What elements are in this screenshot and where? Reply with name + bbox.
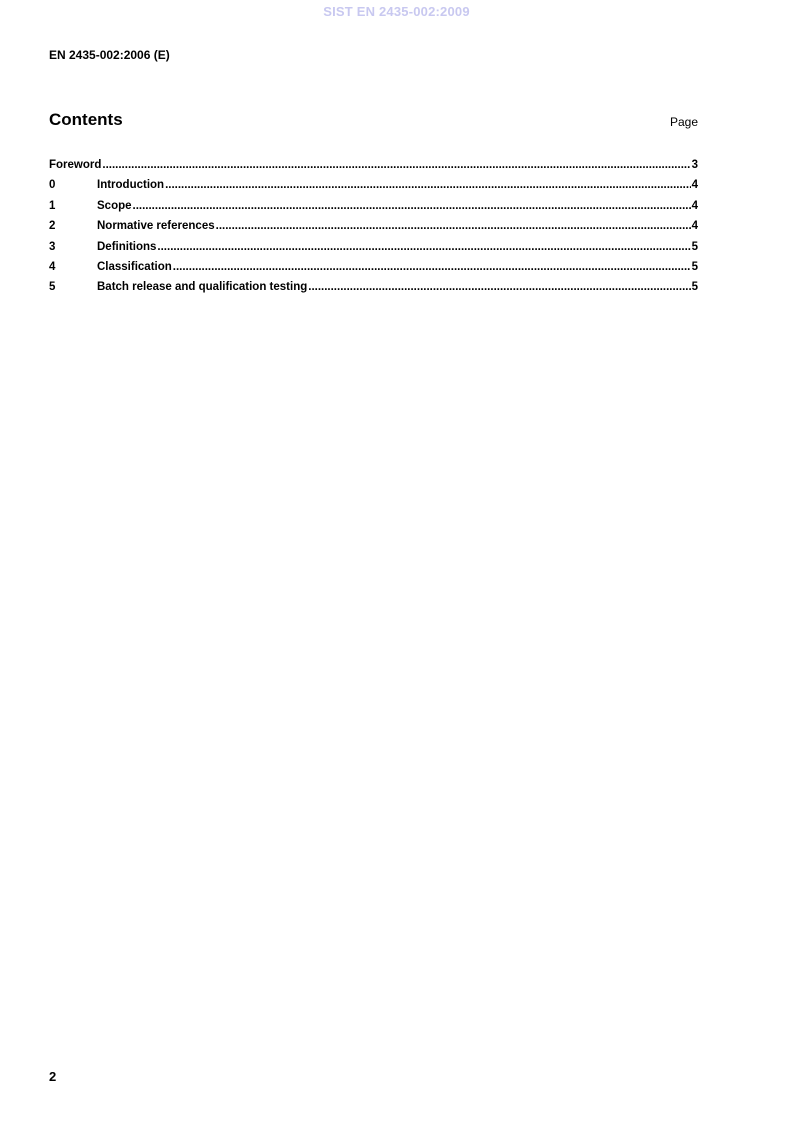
toc-entry-definitions[interactable]: [49, 241, 698, 261]
toc-entry-number: 5: [49, 281, 56, 294]
toc-entry-title: Definitions: [97, 240, 157, 253]
page-column-label: Page: [669, 115, 698, 129]
toc-leader-dots: [133, 200, 691, 212]
toc-leader-dots: [165, 179, 691, 191]
toc-leader-dots: [216, 220, 691, 232]
toc-leader-dots: [308, 281, 690, 293]
watermark: SIST EN 2435-002:2009: [323, 4, 470, 19]
toc-entry-page: 5: [691, 240, 698, 253]
toc-leader-dots: [173, 261, 691, 273]
table-of-contents: [49, 159, 698, 302]
toc-entry-page: 5: [691, 260, 698, 273]
toc-entry-page: 4: [691, 199, 698, 212]
toc-entry-number: 4: [49, 260, 56, 273]
toc-entry-title: Batch release and qualification testing: [97, 281, 308, 294]
toc-entry-number: 0: [49, 179, 56, 192]
toc-entry-page: 4: [691, 220, 698, 233]
toc-entry-title: Scope: [97, 199, 132, 212]
toc-entry-page: 3: [691, 159, 698, 171]
toc-entry-number: 3: [49, 240, 56, 253]
toc-entry-title: Foreword: [49, 159, 102, 171]
toc-entry-introduction[interactable]: [49, 179, 698, 199]
toc-entry-title: Classification: [97, 260, 172, 273]
toc-leader-dots: [157, 241, 690, 253]
toc-entry-title: Introduction: [97, 179, 165, 192]
document-id: EN 2435-002:2006 (E): [49, 48, 170, 62]
toc-entry-number: 2: [49, 220, 56, 233]
contents-heading: Contents: [49, 110, 123, 129]
toc-entry-title: Normative references: [97, 220, 215, 233]
toc-entry-normative-references[interactable]: [49, 220, 698, 240]
toc-entry-scope[interactable]: [49, 200, 698, 220]
toc-entry-batch-release[interactable]: [49, 281, 698, 301]
toc-entry-foreword[interactable]: [49, 159, 698, 179]
toc-entry-page: 5: [691, 281, 698, 294]
toc-entry-page: 4: [691, 179, 698, 192]
page-number: 2: [49, 1069, 57, 1084]
toc-entry-classification[interactable]: [49, 261, 698, 281]
toc-leader-dots: [102, 159, 690, 171]
toc-entry-number: 1: [49, 199, 56, 212]
